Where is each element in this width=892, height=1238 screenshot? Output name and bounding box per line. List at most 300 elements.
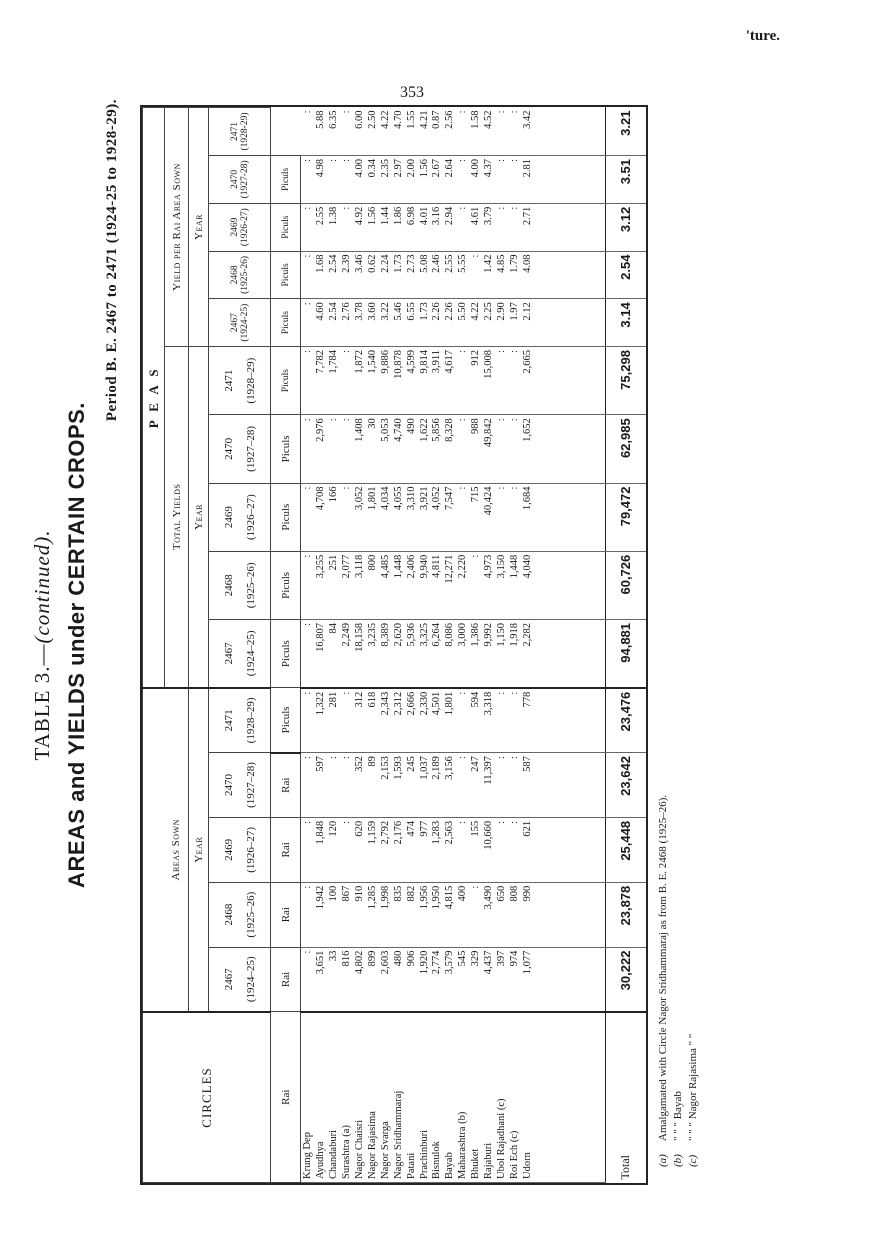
table-row (521, 108, 534, 1183)
spacer-cell (534, 688, 605, 753)
year-be: 2467 (222, 968, 235, 991)
totals-cell: 5,053 (379, 415, 392, 483)
per_rai-cell: 1.79 (508, 251, 521, 299)
areas-cell: 3,490 (482, 882, 495, 947)
areas-cell: 778 (521, 688, 534, 753)
per_rai-cell: 6.55 (405, 299, 418, 347)
circle-name: Ayudhya (314, 1012, 327, 1183)
table-row (469, 108, 482, 1183)
per_rai-cell: 4.01 (418, 203, 431, 251)
areas-cell: 650 (495, 882, 508, 947)
footnote-line (656, 795, 671, 1167)
areas-cell: 1,920 (418, 947, 431, 1012)
totals-cell: 4,055 (392, 483, 405, 551)
unit-header-cell: Rai (271, 817, 301, 882)
table-title (30, 75, 55, 1215)
unit-header-cell: Piculs (271, 688, 301, 753)
year-be: 2469 (222, 838, 235, 861)
areas-cell: 100 (327, 882, 340, 947)
year-be: 2471 (222, 709, 235, 732)
footnote-key: (c) (687, 1154, 699, 1167)
areas-cell: 2,189 (430, 753, 443, 818)
per_rai-cell: 1.73 (392, 251, 405, 299)
per_rai-cell: 2.67 (430, 155, 443, 203)
spacer-cell (534, 347, 605, 415)
areas-cell: : (508, 688, 521, 753)
per_rai-cell: : (495, 108, 508, 156)
total-row (605, 108, 646, 1183)
table-subtitle: AREAS and YIELDS under CERTAIN CROPS. (64, 402, 89, 888)
total-totals-cell: 75,298 (605, 347, 646, 415)
areas-cell: 312 (353, 688, 366, 753)
spacer-cell (534, 947, 605, 1012)
totals-cell: : (495, 483, 508, 551)
total-label: Total (605, 1012, 646, 1183)
totals-cell: 15,008 (482, 347, 495, 415)
areas-cell: 808 (508, 882, 521, 947)
crop-header: P E A S (143, 108, 165, 688)
year-header-cell (209, 347, 271, 415)
unit-header-cell: Rai (271, 1012, 301, 1183)
areas-cell: 474 (405, 817, 418, 882)
running-head-fragment: 'ture. (745, 28, 780, 44)
per_rai-cell: 1.58 (469, 108, 482, 156)
circle-name: Udorn (521, 1012, 534, 1183)
spacer-cell (534, 108, 605, 156)
unit-header-row (271, 108, 301, 1183)
totals-cell: 9,992 (482, 619, 495, 687)
table-row (418, 108, 431, 1183)
totals-cell: 8,328 (443, 415, 456, 483)
areas-cell: : (495, 753, 508, 818)
unit-header-cell: Piculs (271, 203, 301, 251)
areas-cell: 1,801 (443, 688, 456, 753)
areas-cell: 1,077 (521, 947, 534, 1012)
per_rai-cell: 2.39 (340, 251, 353, 299)
circle-name: Bisnulok (430, 1012, 443, 1183)
unit-header-cell: Rai (271, 947, 301, 1012)
totals-cell: : (508, 483, 521, 551)
totals-cell: 2,620 (392, 619, 405, 687)
totals-cell: 3,255 (314, 551, 327, 619)
totals-cell: 1,872 (353, 347, 366, 415)
areas-cell: 480 (392, 947, 405, 1012)
footnotes (656, 795, 701, 1167)
per_rai-cell: 0.87 (430, 108, 443, 156)
per_rai-cell: 2.64 (443, 155, 456, 203)
year-ad: (1928–29) (244, 697, 257, 744)
per_rai-cell: 3.42 (521, 108, 534, 156)
per_rai-cell: : (456, 108, 469, 156)
year-be: 2468 (222, 574, 235, 597)
areas-cell: 620 (353, 817, 366, 882)
per_rai-cell: 6.35 (327, 108, 340, 156)
areas-cell: 33 (327, 947, 340, 1012)
totals-cell: : (301, 347, 315, 415)
per_rai-cell: 2.54 (327, 251, 340, 299)
unit-header-cell: Piculs (271, 619, 301, 687)
table-row (405, 108, 418, 1183)
page-number: 353 (400, 84, 424, 101)
footnote-key: (a) (657, 1154, 669, 1167)
per_rai-cell: 2.00 (405, 155, 418, 203)
per_rai-cell: 2.73 (405, 251, 418, 299)
totals-cell: : (456, 347, 469, 415)
areas-cell: 1,848 (314, 817, 327, 882)
spacer-cell (534, 203, 605, 251)
totals-cell: 1,448 (508, 551, 521, 619)
per_rai-cell: : (327, 155, 340, 203)
per_rai-cell: 4.92 (353, 203, 366, 251)
per_rai-cell: 1.86 (392, 203, 405, 251)
totals-cell: 8,389 (379, 619, 392, 687)
totals-cell: 988 (469, 415, 482, 483)
totals-cell: : (340, 483, 353, 551)
year-be: 2470 (222, 774, 235, 796)
totals-cell: 3,310 (405, 483, 418, 551)
per_rai-cell: 4.98 (314, 155, 327, 203)
totals-cell: 3,000 (456, 619, 469, 687)
spacer-cell (534, 817, 605, 882)
per_rai-cell: : (508, 203, 521, 251)
totals-cell: 2,976 (314, 415, 327, 483)
period-label: Period B. E. 2467 to 2471 (1924-25 to 1928-29). (104, 99, 120, 422)
per_rai-cell: : (301, 108, 315, 156)
circle-name: Krung Dep (301, 1012, 315, 1183)
circle-name: Roi Ech (c) (508, 1012, 521, 1183)
year-ad: (1925–26) (244, 891, 257, 938)
areas-cell: 329 (469, 947, 482, 1012)
year-be: 2468 (222, 903, 235, 926)
footnote-line (671, 795, 686, 1167)
year-header-cell (209, 155, 271, 203)
year-ad: (1924–25) (244, 956, 257, 1003)
per_rai-cell: 4.08 (521, 251, 534, 299)
circle-name: Nagor Rajasima (366, 1012, 379, 1183)
year-ad: (1927–28) (244, 425, 257, 472)
areas-cell: 1,998 (379, 882, 392, 947)
totals-cell: 1,684 (521, 483, 534, 551)
totals-cell: 4,708 (314, 483, 327, 551)
totals-cell: 49,842 (482, 415, 495, 483)
table-row (430, 108, 443, 1183)
areas-cell: 2,176 (392, 817, 405, 882)
circle-name: Nagor Svarga (379, 1012, 392, 1183)
totals-cell: 3,921 (418, 483, 431, 551)
totals-year-header: Year (189, 347, 209, 688)
circle-name: Nagor Sridhammaraj (392, 1012, 405, 1183)
year-header-cell (209, 251, 271, 299)
per_rai-cell: 4.00 (353, 155, 366, 203)
areas-cell: : (340, 753, 353, 818)
areas-cell: : (495, 817, 508, 882)
circle-name: Prachinburi (418, 1012, 431, 1183)
footnote-text: " " " Nagor Rajasima " " (687, 1033, 699, 1141)
per_rai-cell: 3.78 (353, 299, 366, 347)
table-row (340, 108, 353, 1183)
areas-cell: 1,283 (430, 817, 443, 882)
per_rai-cell: 2.35 (379, 155, 392, 203)
year-ad: (1927–28) (244, 762, 257, 808)
per_rai-cell: 2.55 (443, 251, 456, 299)
per_rai-cell: : (508, 108, 521, 156)
table-row (392, 108, 405, 1183)
totals-cell: 1,150 (495, 619, 508, 687)
areas-cell: 2,153 (379, 753, 392, 818)
areas-cell: 4,437 (482, 947, 495, 1012)
per_rai-cell: 6.00 (353, 108, 366, 156)
areas-cell: 882 (405, 882, 418, 947)
year-header-cell (209, 299, 271, 347)
areas-cell: : (301, 817, 315, 882)
totals-cell: 18,158 (353, 619, 366, 687)
per_rai-cell: 3.46 (353, 251, 366, 299)
per_rai-cell: 4.52 (482, 108, 495, 156)
total-totals-cell: 62,985 (605, 415, 646, 483)
unit-header-cell: Piculs (271, 551, 301, 619)
totals-cell: 3,911 (430, 347, 443, 415)
year-header-cell (209, 619, 271, 687)
totals-cell: 490 (405, 415, 418, 483)
totals-cell: 5,856 (430, 415, 443, 483)
totals-cell: 40,424 (482, 483, 495, 551)
totals-cell: : (508, 347, 521, 415)
totals-cell: 1,622 (418, 415, 431, 483)
per_rai-cell: 2.12 (521, 299, 534, 347)
totals-cell: : (495, 415, 508, 483)
areas-cell: 990 (521, 882, 534, 947)
per_rai-cell: 1.68 (314, 251, 327, 299)
spacer-cell (534, 753, 605, 818)
circle-name: Ubol Rajadhani (c) (495, 1012, 508, 1183)
table-title-suffix: (continued). (30, 529, 54, 644)
areas-cell: 4,501 (430, 688, 443, 753)
unit-header-cell: Rai (271, 753, 301, 818)
areas-cell: : (340, 817, 353, 882)
per_rai-cell: 2.94 (443, 203, 456, 251)
table-row (495, 108, 508, 1183)
areas-cell: 4,815 (443, 882, 456, 947)
areas-cell: 397 (495, 947, 508, 1012)
areas-cell: 2,603 (379, 947, 392, 1012)
year-header-cell (209, 108, 271, 156)
areas-cell: : (301, 947, 315, 1012)
year-header-cell (209, 817, 271, 882)
unit-header-cell: Piculs (271, 347, 301, 415)
footnote-text: Amalgamated with Circle Nagor Sridhammaraj as from B. E. 2468 (1925–26). (657, 794, 669, 1141)
per_rai-cell: 2.97 (392, 155, 405, 203)
year-ad: (1924–25) (244, 630, 257, 677)
areas-cell: 4,802 (353, 947, 366, 1012)
totals-cell: 5,936 (405, 619, 418, 687)
total-areas-cell: 23,878 (605, 882, 646, 947)
areas-cell: 2,666 (405, 688, 418, 753)
per_rai-cell: 1.56 (418, 155, 431, 203)
year-ad: (1926–27) (244, 826, 257, 873)
totals-cell: 3,118 (353, 551, 366, 619)
circle-name: Rajaburi (482, 1012, 495, 1183)
totals-cell: 3,150 (495, 551, 508, 619)
year-compact: 2469 (1926-27) (229, 208, 250, 247)
areas-cell: 11,397 (482, 753, 495, 818)
per_rai-cell: : (340, 155, 353, 203)
year-be: 2469 (222, 506, 235, 529)
per_rai-cell: 4.85 (495, 251, 508, 299)
table-body (301, 108, 606, 1183)
per_rai-cell: : (469, 251, 482, 299)
year-be: 2467 (222, 642, 235, 665)
circle-name: Surashtra (a) (340, 1012, 353, 1183)
per_rai-cell: 2.55 (314, 203, 327, 251)
areas-cell: 3,318 (482, 688, 495, 753)
areas-cell: 2,774 (430, 947, 443, 1012)
table-row (508, 108, 521, 1183)
areas-cell: 1,950 (430, 882, 443, 947)
totals-cell: : (301, 551, 315, 619)
per_rai-cell: 3.22 (379, 299, 392, 347)
total-per_rai-cell: 3.12 (605, 203, 646, 251)
table-row (456, 108, 469, 1183)
year-header-cell (209, 882, 271, 947)
areas-yields-table (142, 107, 646, 1183)
per_rai-cell: 1.97 (508, 299, 521, 347)
year-be: 2470 (222, 437, 235, 460)
areas-cell: : (301, 688, 315, 753)
areas-cell: : (508, 817, 521, 882)
year-ad: (1925–26) (244, 562, 257, 609)
areas-cell: 977 (418, 817, 431, 882)
totals-cell: 4,973 (482, 551, 495, 619)
per-rai-year-header: Year (189, 108, 209, 347)
per_rai-cell: 2.50 (366, 108, 379, 156)
per_rai-cell: : (301, 155, 315, 203)
per_rai-cell: : (495, 203, 508, 251)
areas-cell: 1,285 (366, 882, 379, 947)
areas-cell: 89 (366, 753, 379, 818)
areas-cell: 3,156 (443, 753, 456, 818)
year-compact: 2467 (1924-25) (229, 303, 250, 342)
per_rai-cell: 2.24 (379, 251, 392, 299)
total-totals-cell: 79,472 (605, 483, 646, 551)
areas-cell: 1,037 (418, 753, 431, 818)
total-per_rai-cell: 2.54 (605, 251, 646, 299)
total-totals-cell: 60,726 (605, 551, 646, 619)
spacer-row (534, 108, 605, 1183)
totals-cell: : (327, 415, 340, 483)
unit-header-cell: Piculs (271, 415, 301, 483)
areas-year-header: Year (189, 688, 209, 1012)
totals-cell: 2,282 (521, 619, 534, 687)
per_rai-cell: 5.08 (418, 251, 431, 299)
per_rai-cell: : (456, 155, 469, 203)
per_rai-cell: 1.56 (366, 203, 379, 251)
spacer-cell (534, 415, 605, 483)
areas-cell: 587 (521, 753, 534, 818)
areas-cell: 10,660 (482, 817, 495, 882)
spacer-cell (534, 619, 605, 687)
table-frame (140, 105, 648, 1185)
totals-cell: 4,485 (379, 551, 392, 619)
per_rai-cell: 1.38 (327, 203, 340, 251)
totals-cell: 166 (327, 483, 340, 551)
per_rai-cell: 5.55 (456, 251, 469, 299)
total-areas-cell: 30,222 (605, 947, 646, 1012)
areas-cell: 974 (508, 947, 521, 1012)
areas-cell: 867 (340, 882, 353, 947)
areas-cell: 2,312 (392, 688, 405, 753)
areas-cell: 120 (327, 817, 340, 882)
areas-cell: 247 (469, 753, 482, 818)
spacer-cell (534, 483, 605, 551)
areas-cell: 155 (469, 817, 482, 882)
per_rai-cell: 2.54 (327, 299, 340, 347)
footnote-key: (b) (672, 1154, 684, 1167)
areas-cell: : (340, 688, 353, 753)
totals-cell: : (508, 415, 521, 483)
total-areas-cell: 25,448 (605, 817, 646, 882)
spacer-cell (534, 1012, 605, 1183)
per_rai-cell: 2.26 (430, 299, 443, 347)
totals-cell: 30 (366, 415, 379, 483)
areas-cell: 621 (521, 817, 534, 882)
per_rai-cell: 6.98 (405, 203, 418, 251)
circle-name: Nagor Chaisri (353, 1012, 366, 1183)
year-header-cell (209, 551, 271, 619)
total-yields-header: Total Yields (165, 347, 189, 688)
totals-cell: 1,386 (469, 619, 482, 687)
totals-cell: 4,617 (443, 347, 456, 415)
totals-cell: 4,052 (430, 483, 443, 551)
year-compact: 2471 (1928-29) (229, 112, 250, 151)
totals-cell: 9,814 (418, 347, 431, 415)
year-header-cell (209, 688, 271, 753)
per_rai-cell: 2.76 (340, 299, 353, 347)
totals-cell: : (301, 415, 315, 483)
totals-cell: 9,886 (379, 347, 392, 415)
unit-header-cell: Piculs (271, 251, 301, 299)
total-areas-cell: 23,476 (605, 688, 646, 753)
year-header-cell (209, 415, 271, 483)
table-row (314, 108, 327, 1183)
per_rai-cell: 2.26 (443, 299, 456, 347)
circle-name: Patani (405, 1012, 418, 1183)
areas-cell: 906 (405, 947, 418, 1012)
table-row (353, 108, 366, 1183)
totals-cell: 800 (366, 551, 379, 619)
footnote-line (686, 795, 701, 1167)
areas-cell: 3,579 (443, 947, 456, 1012)
per_rai-cell: 4.00 (469, 155, 482, 203)
per_rai-cell: 3.60 (366, 299, 379, 347)
total-per_rai-cell: 3.14 (605, 299, 646, 347)
totals-cell: 4,811 (430, 551, 443, 619)
totals-cell: 3,052 (353, 483, 366, 551)
totals-cell: 2,665 (521, 347, 534, 415)
spacer-cell (534, 155, 605, 203)
totals-cell: 1,540 (366, 347, 379, 415)
areas-cell: 1,942 (314, 882, 327, 947)
per_rai-cell: : (340, 108, 353, 156)
totals-cell: 10,878 (392, 347, 405, 415)
areas-cell: 2,343 (379, 688, 392, 753)
areas-cell: 400 (456, 882, 469, 947)
totals-cell: 4,740 (392, 415, 405, 483)
totals-cell: 1,652 (521, 415, 534, 483)
per_rai-cell: 1.73 (418, 299, 431, 347)
areas-cell: 545 (456, 947, 469, 1012)
totals-cell: 715 (469, 483, 482, 551)
areas-cell: 816 (340, 947, 353, 1012)
